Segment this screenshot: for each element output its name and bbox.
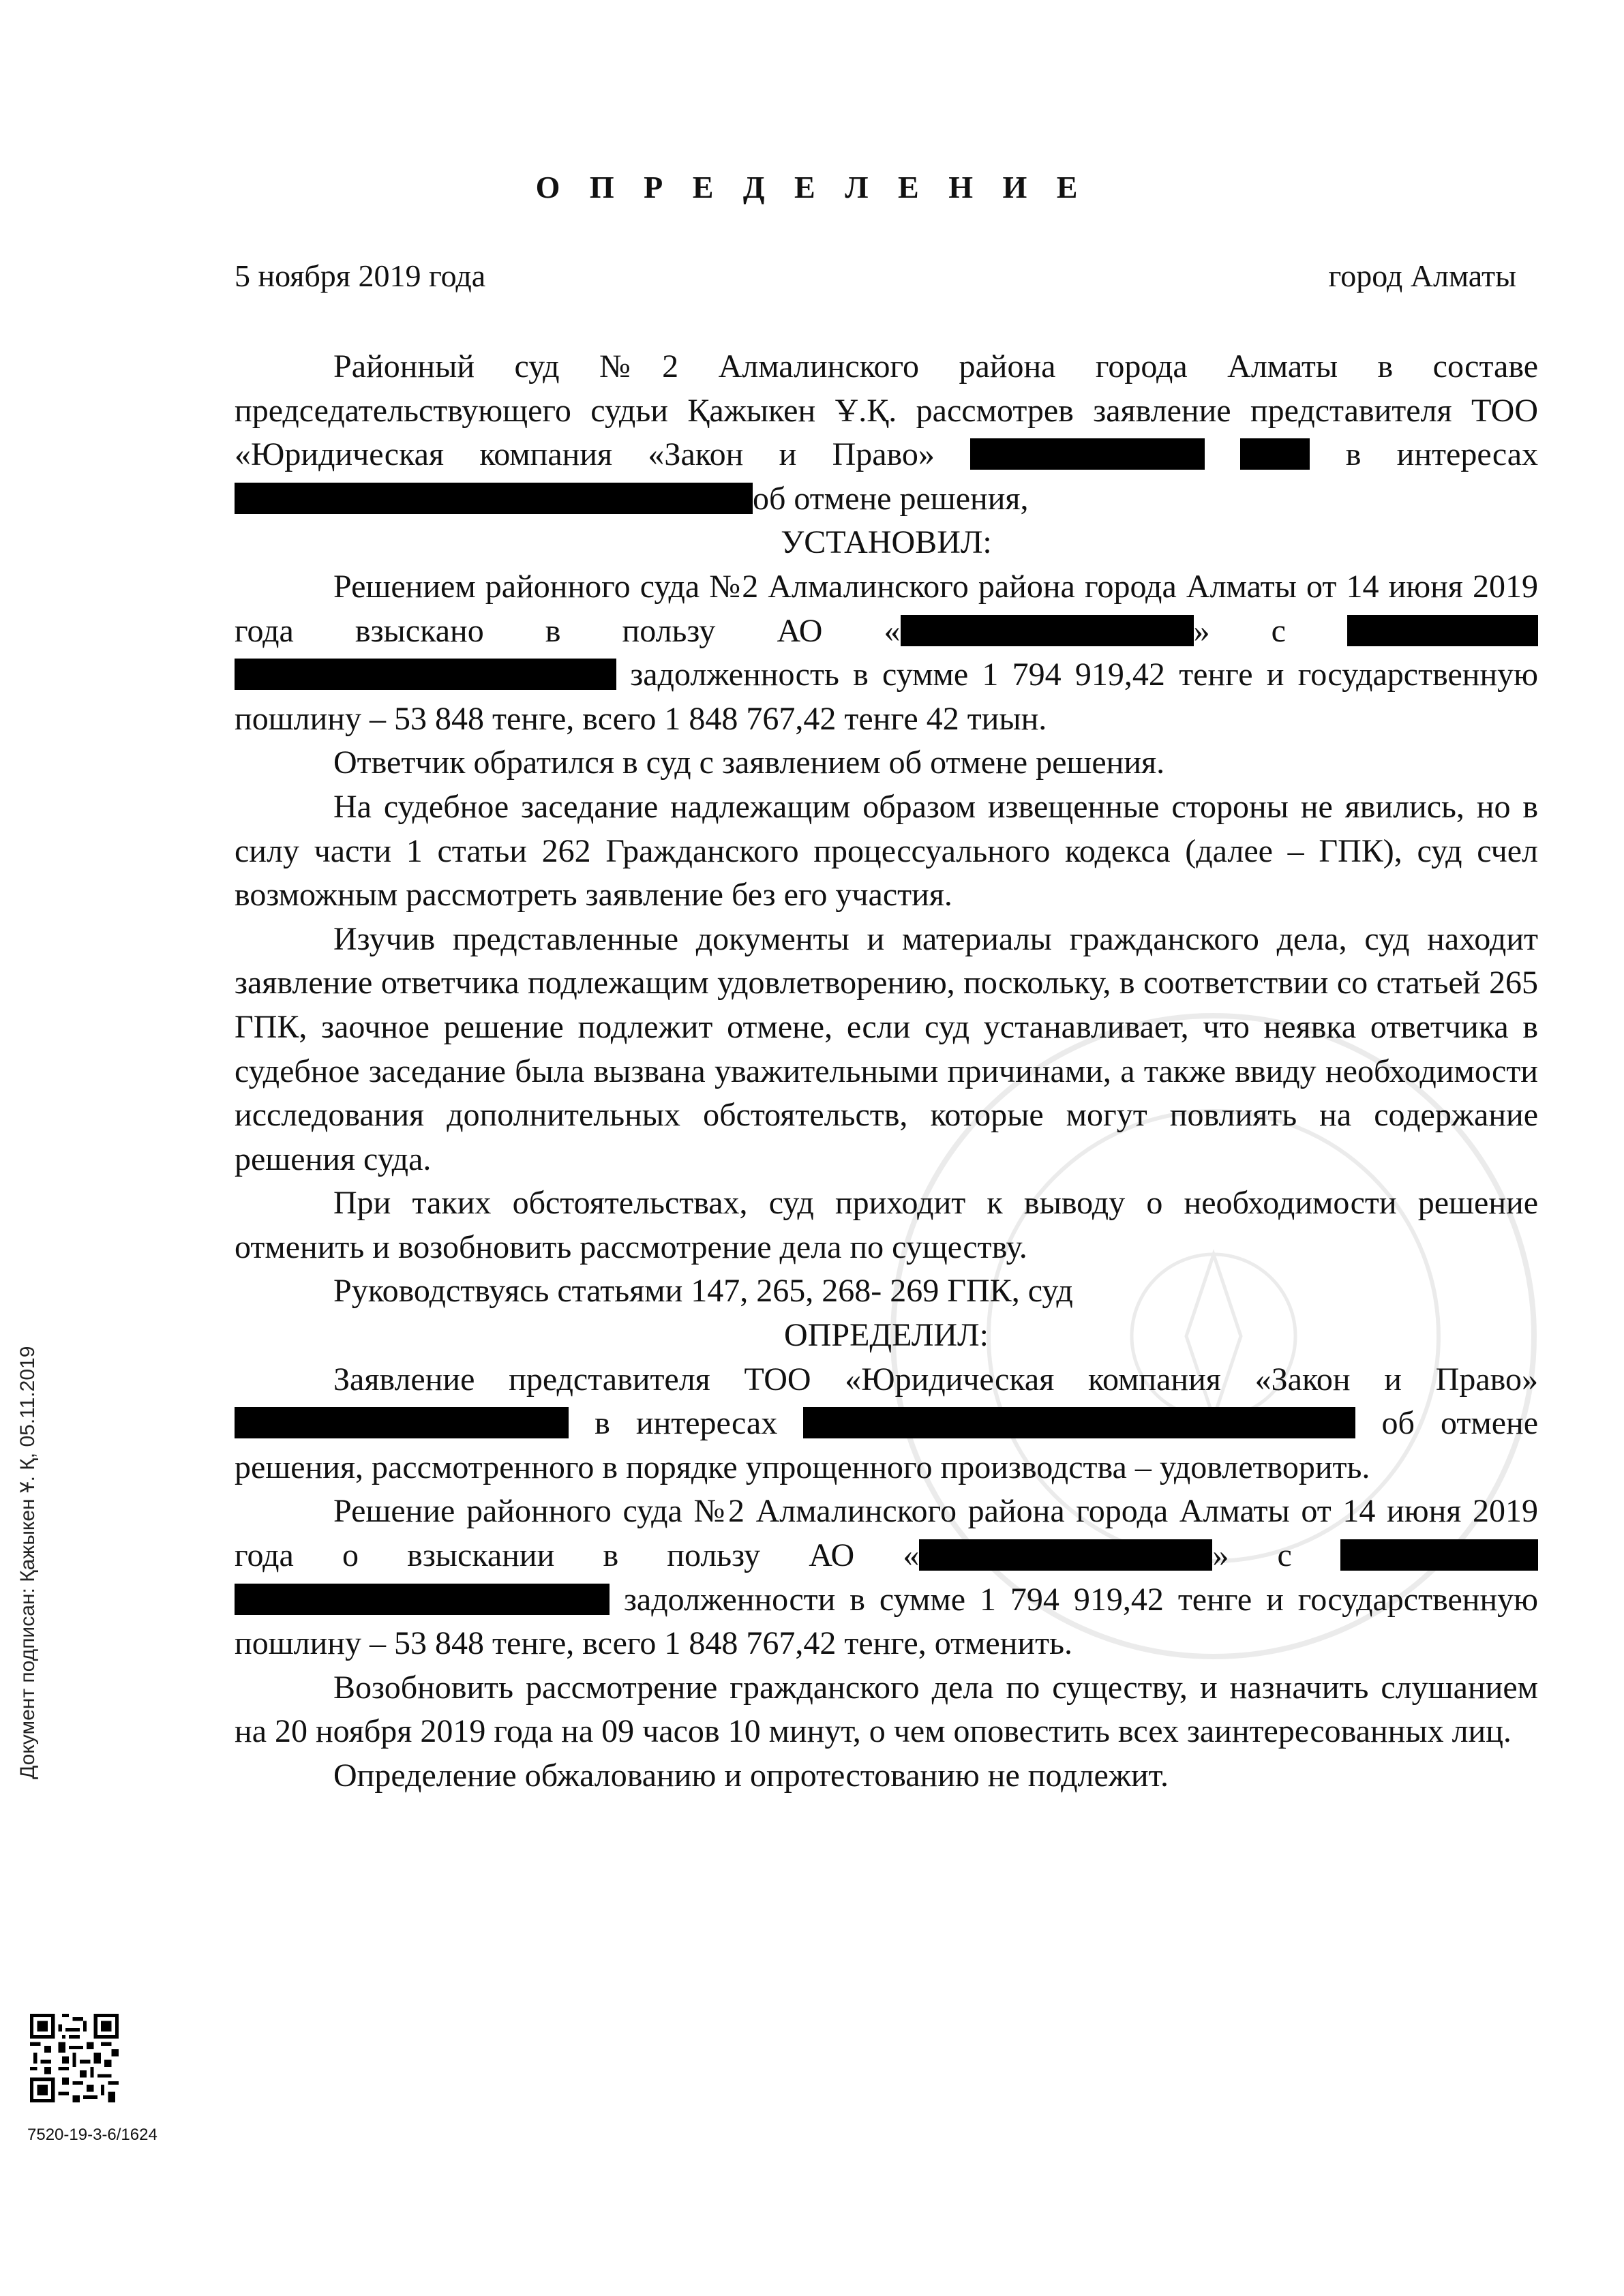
cancel-text-3: задолженности в сумме 1 794 919,42 тенге и государственную пошлину – 53 848 тенге, всего 1 848 767,42 тенге, отменить. bbox=[235, 1581, 1538, 1662]
paragraph-final: Определение обжалованию и опротестованию не подлежит. bbox=[333, 1757, 1169, 1794]
qr-code-icon bbox=[30, 2014, 119, 2102]
paragraph-reasoning: Изучив представленные документы и материалы гражданского дела, суд находит заявление ответчика подлежащим удовлетворению, поскольку, в соответствии со статьей 265 ГПК, заочное решение подлежит отмене, если суд устанавливает, что неявка ответчика в судебное заседание была вызвана уважительными причинами, а также ввиду необходимости исследования дополнительных обстоятельств, которые могут повлиять на содержание решения суда. bbox=[235, 920, 1538, 1177]
satisfy-text-2: в интересах bbox=[595, 1405, 778, 1442]
paragraph-resume: Возобновить рассмотрение гражданского дела по существу, и назначить слушанием на 20 ноября 2019 года на 09 часов 10 минут, о чем оповестить всех заинтересованных лиц. bbox=[235, 1669, 1538, 1750]
paragraph-intro bbox=[235, 345, 1538, 521]
heading-established: УСТАНОВИЛ: bbox=[781, 524, 992, 561]
prior-decision-text-3: задолженность в сумме 1 794 919,42 тенге и государственную пошлину – 53 848 тенге, всего 1 848 767,42 тенге 42 тиын. bbox=[235, 656, 1539, 737]
document-date: 5 ноября 2019 года bbox=[235, 258, 486, 293]
redacted-debtor-name-cont bbox=[235, 659, 616, 690]
signature-note-vertical: Документ подписан: Қажыкен Ұ. Қ, 05.11.2019 bbox=[16, 1346, 39, 1779]
paragraph-satisfy bbox=[235, 1358, 1538, 1490]
paragraph-appeal: Ответчик обратился в суд с заявлением об отмене решения. bbox=[333, 744, 1165, 781]
date-location-line bbox=[235, 258, 1516, 294]
document-city: город Алматы bbox=[1328, 258, 1516, 293]
intro-text-1: Районный суд №2 Алмалинского района города Алматы в составе председательствующего судьи Қажыкен Ұ.Қ. рассмотрев заявление представителя ТОО «Юридическая компания «Закон и Право» bbox=[235, 348, 1538, 473]
intro-text-3: об отмене решения, bbox=[753, 480, 1029, 517]
redacted-debtor-name-2-cont bbox=[235, 1584, 610, 1615]
document-body bbox=[235, 345, 1538, 1798]
case-number: 7520-19-3-6/1624 bbox=[27, 2126, 157, 2144]
redacted-representative-name-cont bbox=[1240, 438, 1310, 470]
redacted-representative-name bbox=[970, 438, 1205, 470]
heading-determined: ОПРЕДЕЛИЛ: bbox=[784, 1317, 989, 1354]
paragraph-hearing: На судебное заседание надлежащим образом извещенные стороны не явились, но в силу части 1 статьи 262 Гражданского процессуального кодекса (далее – ГПК), суд счел возможным рассмотреть заявление без его участия. bbox=[235, 788, 1538, 913]
satisfy-text-3: об отмене решения, рассмотренного в порядке упрощенного производства – удовлетворить. bbox=[235, 1405, 1538, 1485]
redacted-respondent-name bbox=[235, 483, 753, 514]
paragraph-prior-decision bbox=[235, 565, 1538, 741]
redacted-creditor-name bbox=[901, 615, 1194, 646]
intro-text-2: в интересах bbox=[1345, 436, 1539, 473]
redacted-creditor-name-2 bbox=[919, 1539, 1212, 1571]
document-title: О П Р Е Д Е Л Е Н И Е bbox=[535, 170, 1089, 205]
cancel-text-2: » с bbox=[1212, 1537, 1292, 1574]
prior-decision-text-1: Решением районного суда №2 Алмалинского района города Алматы от 14 июня 2019 года взыскано в пользу АО « bbox=[235, 568, 1538, 649]
redacted-debtor-name-2 bbox=[1340, 1539, 1538, 1571]
paragraph-legal-basis: Руководствуясь статьями 147, 265, 268- 269 ГПК, суд bbox=[333, 1273, 1073, 1310]
satisfy-text-1: Заявление представителя ТОО «Юридическая компания «Закон и Право» bbox=[333, 1361, 1538, 1398]
cancel-text-1: Решение районного суда №2 Алмалинского района города Алматы от 14 июня 2019 года о взыскании в пользу АО « bbox=[235, 1493, 1538, 1574]
paragraph-cancel bbox=[235, 1490, 1538, 1665]
prior-decision-text-2: » с bbox=[1193, 612, 1286, 649]
paragraph-conclusion: При таких обстоятельствах, суд приходит к выводу о необходимости решение отменить и возобновить рассмотрение дела по существу. bbox=[235, 1185, 1538, 1265]
redacted-respondent-name-2 bbox=[803, 1407, 1355, 1438]
redacted-representative-name-2 bbox=[235, 1407, 569, 1438]
redacted-debtor-name bbox=[1347, 615, 1538, 646]
